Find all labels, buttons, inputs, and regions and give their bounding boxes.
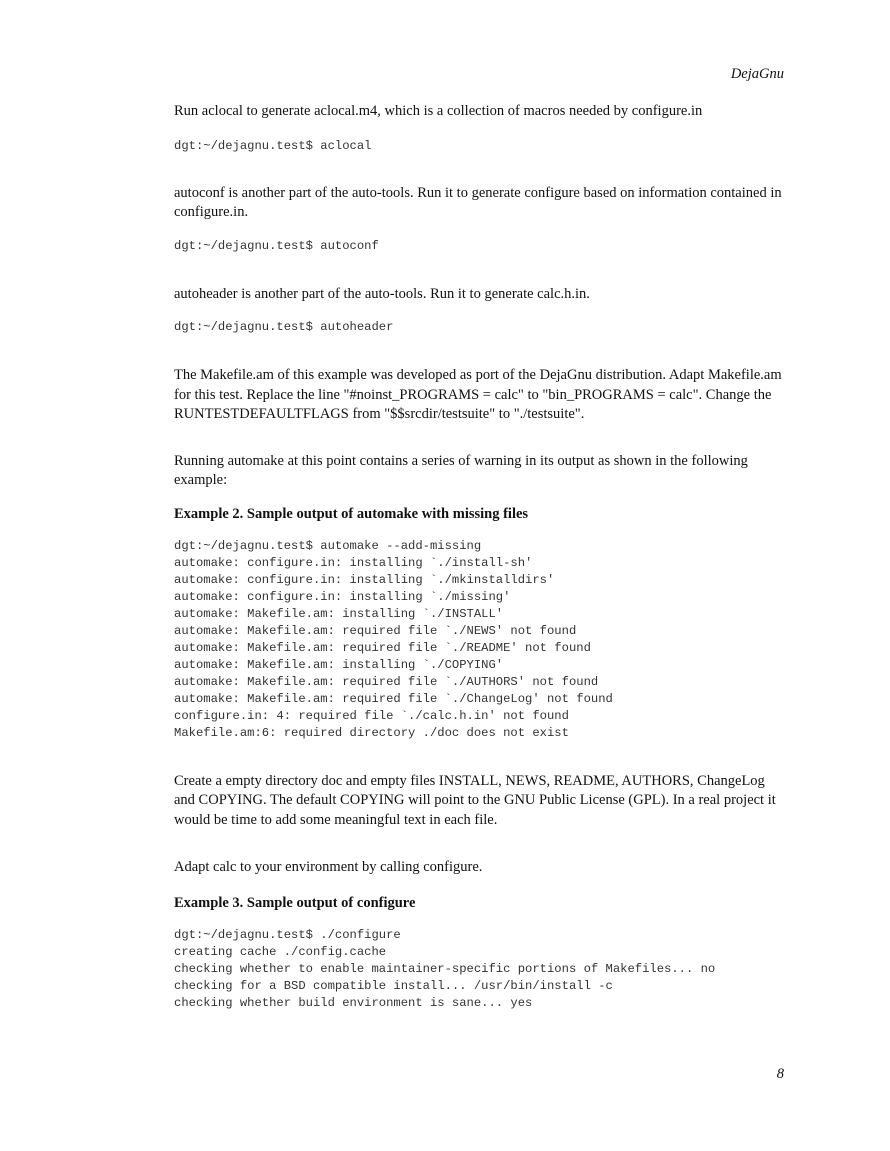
example-2-code: dgt:~/dejagnu.test$ automake --add-missing automake: configure.in: installing `./install-sh' automake: configure.in: installing `./mkinstalldirs' automake: configure.in: installing `./missing' automake: Makefile.am: installing `./INSTALL' automake: Makefile.am: required file `./NEWS' not found automake: Makefile.am: required file `./README' not found automake: Makefile.am: installing `./COPYING' automake: Makefile.am: required file `./AUTHORS' not found automake: Makefile.am: required file `./ChangeLog' not found configure.in: 4: required file `./calc.h.in' not found Makefile.am:6: required directory ./doc does not exist bbox=[174, 538, 613, 740]
paragraph-automake: Running automake at this point contains a series of warning in its output as shown in the following example: bbox=[174, 452, 748, 488]
paragraph-autoheader: autoheader is another part of the auto-tools. Run it to generate calc.h.in. bbox=[174, 285, 590, 302]
page-number: 8 bbox=[776, 1066, 784, 1082]
code-autoheader: dgt:~/dejagnu.test$ autoheader bbox=[174, 320, 394, 334]
code-autoconf: dgt:~/dejagnu.test$ autoconf bbox=[174, 238, 379, 253]
paragraph-create-files: Create a empty directory doc and empty files INSTALL, NEWS, README, AUTHORS, ChangeLog and COPYING. The default COPYING will point to the GNU Public License (GPL). In a real project it would be time to add some meaningful text in each file. bbox=[174, 772, 776, 828]
page-body bbox=[174, 102, 786, 1012]
example-3-title: Example 3. Sample output of configure bbox=[174, 894, 416, 911]
paragraph-configure: Adapt calc to your environment by calling configure. bbox=[174, 859, 483, 875]
paragraph-autoconf: autoconf is another part of the auto-tools. Run it to generate configure based on information contained in configure.in. bbox=[174, 184, 782, 220]
running-header: DejaGnu bbox=[730, 66, 784, 82]
code-aclocal: dgt:~/dejagnu.test$ aclocal bbox=[174, 138, 372, 153]
example-3-code: dgt:~/dejagnu.test$ ./configure creating cache ./config.cache checking whether to enable maintainer-specific portions of Makefiles... no checking for a BSD compatible install... /usr/bin/install -c checking whether build environment is sane... yes bbox=[174, 927, 716, 1010]
paragraph-aclocal: Run aclocal to generate aclocal.m4, which is a collection of macros needed by configure.in bbox=[174, 103, 703, 119]
example-2-title: Example 2. Sample output of automake with missing files bbox=[174, 505, 529, 522]
paragraph-makefile-am: The Makefile.am of this example was developed as port of the DejaGnu distribution. Adapt Makefile.am for this test. Replace the line "#noinst_PROGRAMS = calc" to "bin_PROGRAMS = calc". Change the RUNTESTDEFAULTFLAGS from "$$srcdir/testsuite" to "./testsuite". bbox=[174, 367, 782, 422]
